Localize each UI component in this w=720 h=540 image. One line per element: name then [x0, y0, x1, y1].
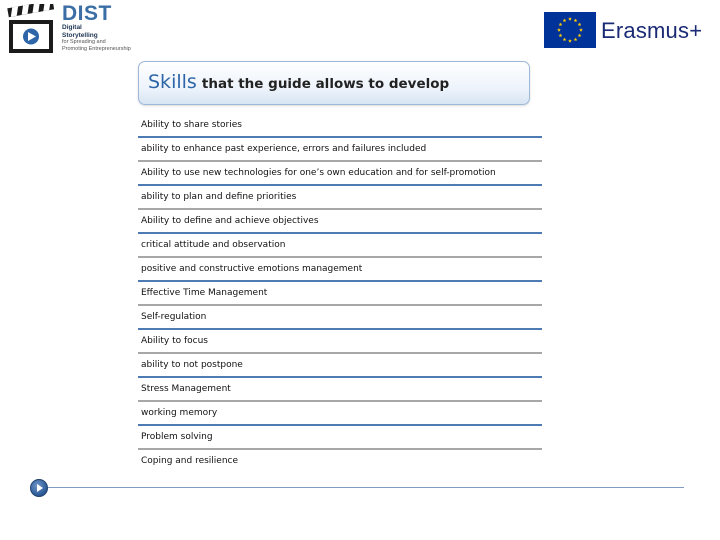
skill-label: ability to enhance past experience, errors and failures included [141, 144, 427, 154]
play-arrow-icon [37, 484, 43, 492]
slide-title [148, 71, 449, 93]
skill-row [138, 330, 542, 354]
skill-label: critical attitude and observation [141, 240, 286, 250]
skills-list [138, 114, 542, 474]
skill-row [138, 186, 542, 210]
dist-logo-subtitle-2: Storytelling [62, 31, 98, 39]
skill-label: Stress Management [141, 384, 231, 394]
skill-row [138, 378, 542, 402]
skill-label: Ability to share stories [141, 120, 242, 130]
skill-row [138, 306, 542, 330]
skill-row [138, 354, 542, 378]
slide-title-box [138, 61, 530, 105]
skill-label: Coping and resilience [141, 456, 239, 466]
dist-logo-tagline-2: Promoting Entrepreneurship [62, 45, 131, 52]
slide-title-emphasis: Skills [148, 71, 197, 93]
skill-label: Self-regulation [141, 312, 207, 322]
erasmus-logo [544, 12, 716, 50]
clapperboard-play-icon [6, 4, 58, 56]
eu-flag-icon [544, 12, 596, 48]
skill-label: Ability to focus [141, 336, 208, 346]
dist-logo-tagline-1: for Spreading and [62, 39, 106, 45]
skill-row [138, 162, 542, 186]
erasmus-logo-text: Erasmus+ [601, 18, 703, 43]
skill-row [138, 282, 542, 306]
skill-row [138, 426, 542, 450]
skill-row [138, 234, 542, 258]
dist-logo-title: DIST [62, 2, 112, 25]
skill-row [138, 210, 542, 234]
skill-label: Effective Time Management [141, 288, 268, 298]
skill-label: working memory [141, 408, 218, 418]
skill-label: Ability to use new technologies for one’s own education and for self-promotion [141, 168, 496, 178]
skill-label: ability to plan and define priorities [141, 192, 297, 202]
skill-label: positive and constructive emotions management [141, 264, 363, 274]
skill-row [138, 258, 542, 282]
skill-row [138, 114, 542, 138]
next-slide-button[interactable] [30, 479, 48, 497]
skill-label: ability to not postpone [141, 360, 243, 370]
dist-logo-subtitle-1: Digital [62, 24, 82, 31]
skill-row [138, 402, 542, 426]
skill-row [138, 450, 542, 474]
skill-label: Problem solving [141, 432, 213, 442]
slide-title-rest: that the guide allows to develop [201, 76, 450, 92]
footer-divider [48, 487, 684, 488]
skill-label: Ability to define and achieve objectives [141, 216, 319, 226]
skill-row [138, 138, 542, 162]
dist-logo [6, 4, 146, 62]
